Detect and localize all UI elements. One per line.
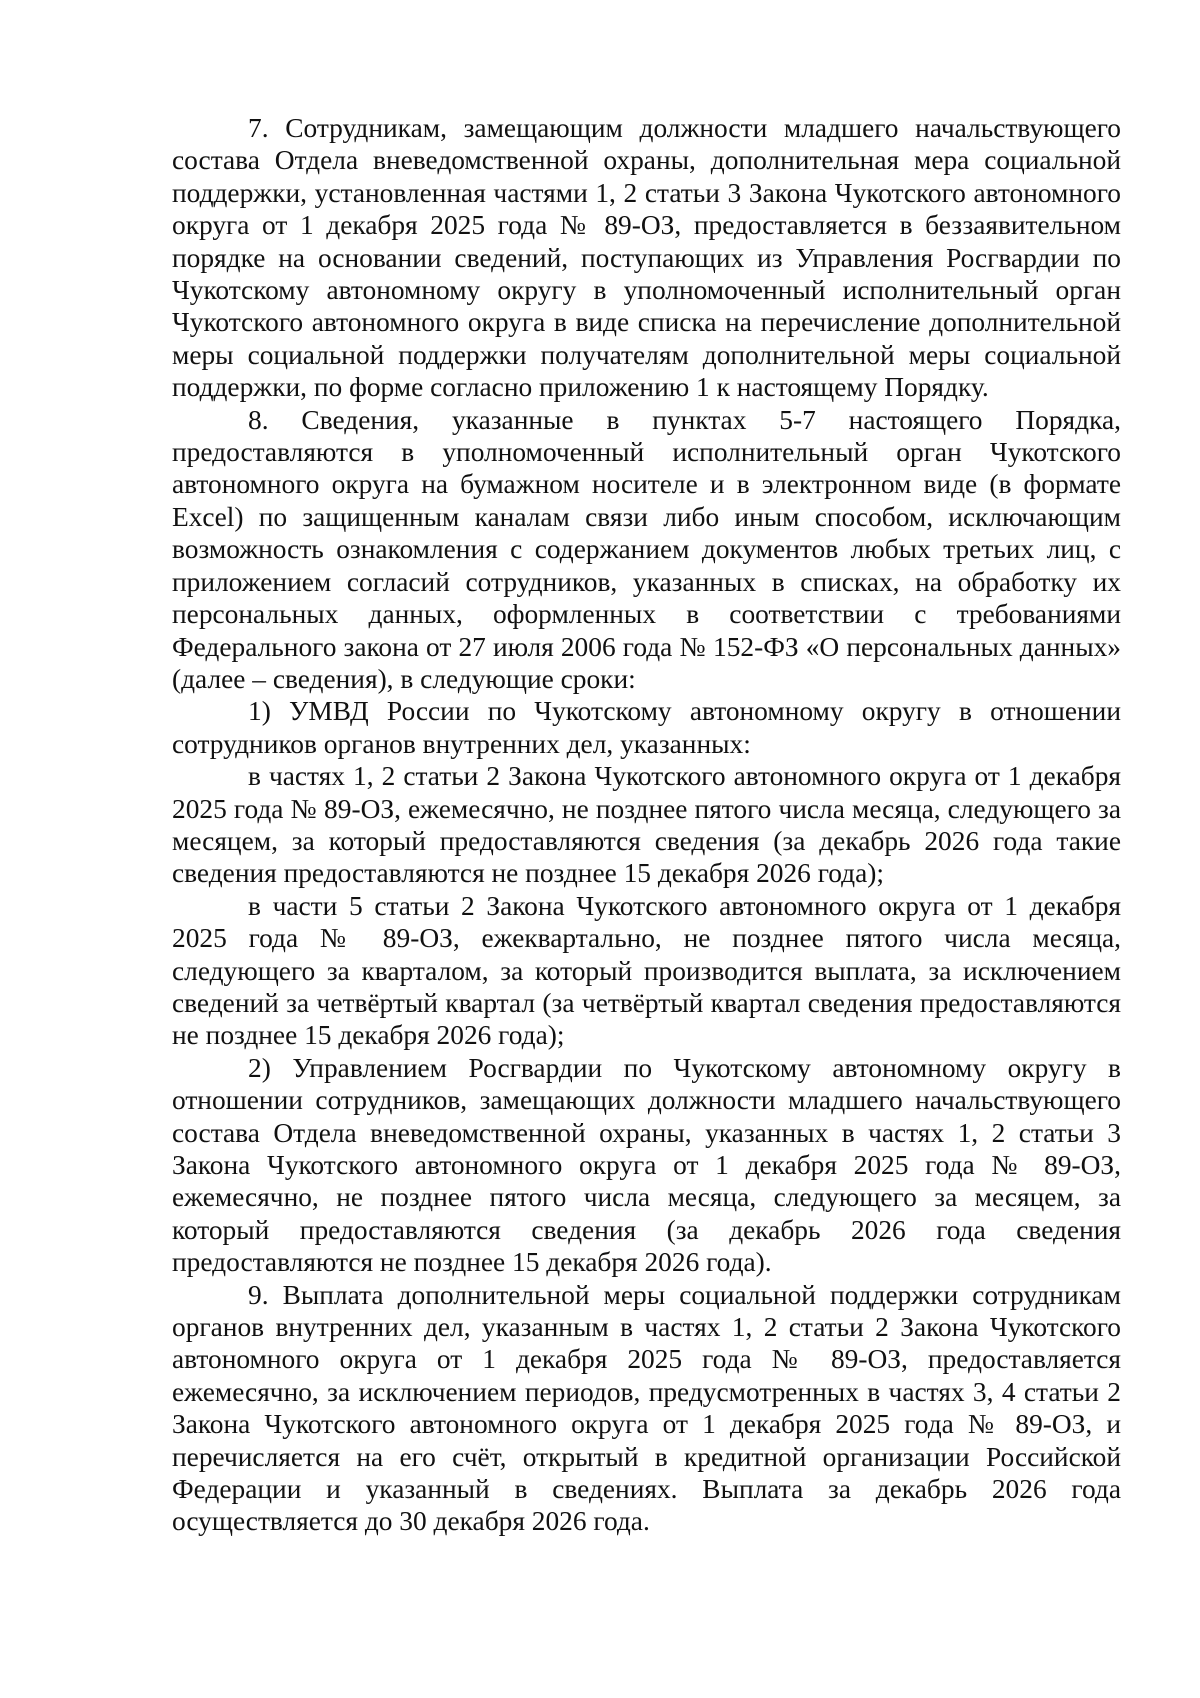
paragraph-item-9: 9. Выплата дополнительной меры социальной поддержки сотрудникам органов внутренних дел, указанным в частях 1, 2 статьи 2 Закона Чукотского автономного округа от 1 декабря 2025 года № 89-ОЗ, предоставляется ежемесячно, за исключением периодов, предусмотренных в частях 3, 4 статьи 2 Закона Чукотского автономного округа от 1 декабря 2025 года № 89-ОЗ, и перечисляется на его счёт, открытый в кредитной организации Российской Федерации и указанный в сведениях. Выплата за декабрь 2026 года осуществляется до 30 декабря 2026 года. <box>172 1279 1121 1537</box>
paragraph-subitem-8-1-b: в части 5 статьи 2 Закона Чукотского автономного округа от 1 декабря 2025 года № 89-ОЗ, ежеквартально, не позднее пятого числа месяца, следующего за кварталом, за который производится выплата, за исключением сведений за четвёртый квартал (за четвёртый квартал сведения предоставляются не позднее 15 декабря 2026 года); <box>172 890 1121 1051</box>
paragraph-subitem-8-2: 2) Управлением Росгвардии по Чукотскому автономному округу в отношении сотрудников, замещающих должности младшего начальствующего состава Отдела вневедомственной охраны, указанных в частях 1, 2 статьи 3 Закона Чукотского автономного округа от 1 декабря 2025 года № 89-ОЗ, ежемесячно, не позднее пятого числа месяца, следующего за месяцем, за который предоставляются сведения (за декабрь 2026 года сведения предоставляются не позднее 15 декабря 2026 года). <box>172 1052 1121 1278</box>
paragraph-item-7: 7. Сотрудникам, замещающим должности младшего начальствующего состава Отдела вневедомственной охраны, дополнительная мера социальной поддержки, установленная частями 1, 2 статьи 3 Закона Чукотского автономного округа от 1 декабря 2025 года № 89-ОЗ, предоставляется в беззаявительном порядке на основании сведений, поступающих из Управления Росгвардии по Чукотскому автономному округу в уполномоченный исполнительный орган Чукотского автономного округа в виде списка на перечисление дополнительной меры социальной поддержки получателям дополнительной меры социальной поддержки, по форме согласно приложению 1 к настоящему Порядку. <box>172 113 1121 403</box>
paragraph-subitem-8-1-a: в частях 1, 2 статьи 2 Закона Чукотского автономного округа от 1 декабря 2025 года № 89-ОЗ, ежемесячно, не позднее пятого числа месяца, следующего за месяцем, за который предоставляются сведения (за декабрь 2026 года такие сведения предоставляются не позднее 15 декабря 2026 года); <box>172 761 1121 889</box>
document-page <box>172 112 1121 1538</box>
paragraph-item-8: 8. Сведения, указанные в пунктах 5-7 настоящего Порядка, предоставляются в уполномоченный исполнительный орган Чукотского автономного округа на бумажном носителе и в электронном виде (в формате Excel) по защищенным каналам связи либо иным способом, исключающим возможность ознакомления с содержанием документов любых третьих лиц, с приложением согласий сотрудников, указанных в списках, на обработку их персональных данных, оформленных в соответствии с требованиями Федерального закона от 27 июля 2006 года № 152-ФЗ «О персональных данных» (далее – сведения), в следующие сроки: <box>172 404 1121 694</box>
paragraph-subitem-8-1: 1) УМВД России по Чукотскому автономному округу в отношении сотрудников органов внутренних дел, указанных: <box>172 696 1121 759</box>
